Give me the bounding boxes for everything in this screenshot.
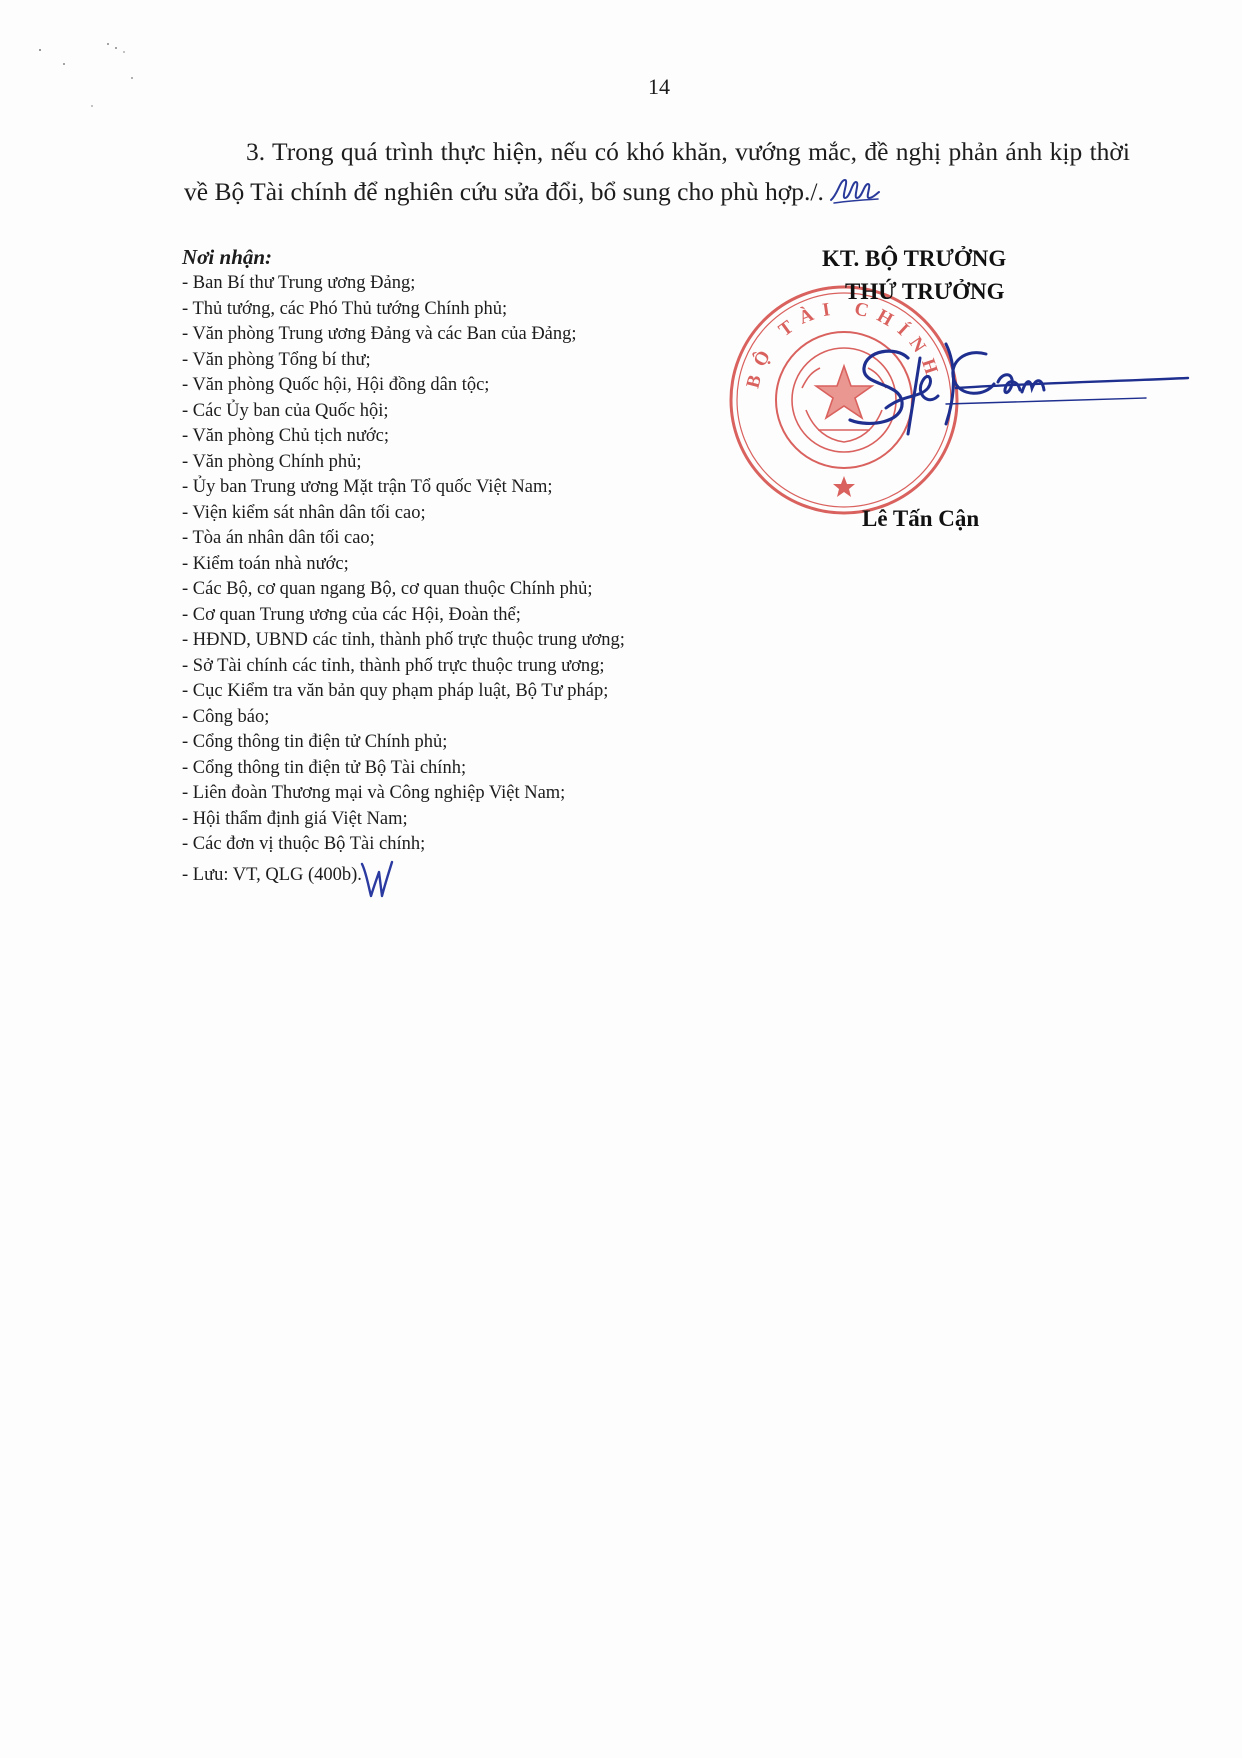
recipient-item: - Ban Bí thư Trung ương Đảng; <box>182 273 416 293</box>
recipient-item: - Tòa án nhân dân tối cao; <box>182 528 375 548</box>
seal-text: BỘ TÀI CHÍNH <box>742 297 945 391</box>
paragraph-text: 3. Trong quá trình thực hiện, nếu có khó khăn, vướng mắc, đề nghị phản ánh kịp thời về Bộ Tài chính để nghiên cứu sửa đổi, bổ sung cho phù hợp./. <box>184 137 1130 206</box>
recipient-item: - Văn phòng Chủ tịch nước; <box>182 426 390 446</box>
recipient-item-text: - Lưu: VT, QLG (400b). <box>182 864 362 885</box>
signer-title-line2: THỨ TRƯỞNG <box>845 279 1005 304</box>
check-mark-icon <box>360 858 394 902</box>
handwritten-signature-icon <box>816 324 1196 454</box>
recipient-item: - Cục Kiểm tra văn bản quy phạm pháp luật, Bộ Tư pháp; <box>182 681 609 701</box>
recipient-item: - Các Bộ, cơ quan ngang Bộ, cơ quan thuộc Chính phủ; <box>182 579 593 599</box>
recipients-block <box>182 244 722 902</box>
recipient-item: - Văn phòng Tổng bí thư; <box>182 349 371 370</box>
recipients-list <box>182 271 722 902</box>
recipient-item: - Ủy ban Trung ương Mặt trận Tổ quốc Việt Nam; <box>182 477 553 497</box>
recipient-item: - Thủ tướng, các Phó Thủ tướng Chính phủ; <box>182 298 508 319</box>
handwritten-initials-icon <box>828 176 882 206</box>
recipient-item: - Các đơn vị thuộc Bộ Tài chính; <box>182 834 426 854</box>
seal-star <box>833 476 855 497</box>
recipient-item: - Kiểm toán nhà nước; <box>182 553 349 574</box>
recipient-item: - Văn phòng Trung ương Đảng và các Ban của Đảng; <box>182 324 577 344</box>
page-number: 14 <box>648 74 670 99</box>
recipient-item: - HĐND, UBND các tỉnh, thành phố trực thuộc trung ương; <box>182 630 625 650</box>
signer-name: Lê Tấn Cận <box>862 506 980 531</box>
scan-specks <box>20 40 160 130</box>
recipient-item: - Viện kiểm sát nhân dân tối cao; <box>182 502 426 523</box>
recipient-item-last <box>182 858 722 902</box>
recipients-heading: Nơi nhận: <box>182 245 273 269</box>
recipient-item: - Cổng thông tin điện tử Chính phủ; <box>182 732 448 752</box>
recipient-item: - Công báo; <box>182 706 270 727</box>
recipient-item: - Liên đoàn Thương mại và Công nghiệp Việt Nam; <box>182 783 566 803</box>
signer-title-line1: KT. BỘ TRƯỞNG <box>822 246 1007 271</box>
recipient-item: - Văn phòng Quốc hội, Hội đồng dân tộc; <box>182 375 490 395</box>
recipient-item: - Sở Tài chính các tỉnh, thành phố trực thuộc trung ương; <box>182 655 605 676</box>
recipient-item: - Văn phòng Chính phủ; <box>182 451 362 472</box>
signature-block <box>742 244 1200 544</box>
recipient-item: - Các Ủy ban của Quốc hội; <box>182 400 389 421</box>
closing-paragraph <box>184 132 1130 212</box>
recipient-item: - Cơ quan Trung ương của các Hội, Đoàn thể; <box>182 604 521 625</box>
recipient-item: - Cổng thông tin điện tử Bộ Tài chính; <box>182 757 467 778</box>
recipient-item: - Hội thẩm định giá Việt Nam; <box>182 808 408 829</box>
